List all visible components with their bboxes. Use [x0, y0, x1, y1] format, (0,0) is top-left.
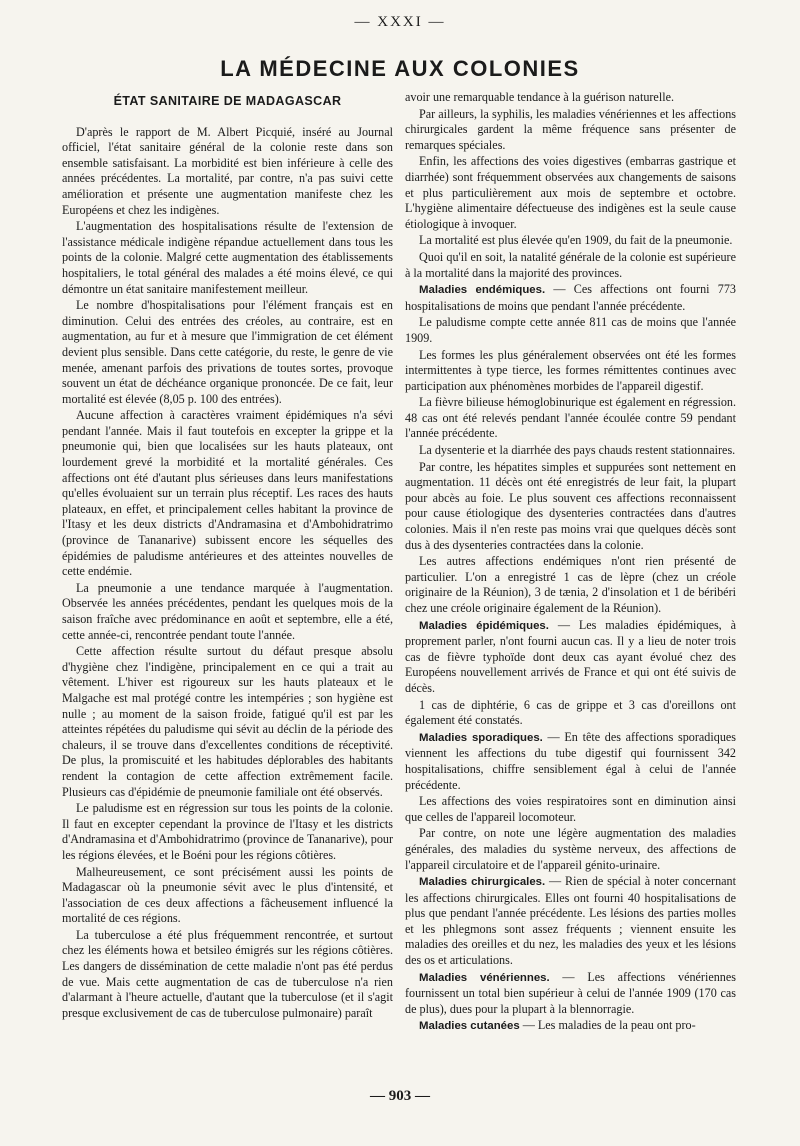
- paragraph: [405, 250, 736, 281]
- paragraph-text: Par contre, on note une légère augmentation des maladies générales, des maladies du système nerveux, des affections de l'appareil circulatoire et de l'appareil génito-urinaire.: [405, 826, 736, 872]
- paragraph-text: La tuberculose a été plus fréquemment rencontrée, et surtout chez les éléments howa et betsileo émigrés sur les régions côtières. Les dangers de dissémination de cette maladie n'ont pas été perdus de vue. Mais cette augmentation de cas de tuberculose n'a rien d'alarmant à l'heure actuelle, d'autant que la tuberculose (et il s'agit presque exclusivement de cas de tuberculose pulmonaire) paraît: [62, 927, 393, 1020]
- subheading: Maladies cutanées: [419, 1020, 520, 1033]
- paragraph: [62, 581, 393, 643]
- subheading: Maladies vénériennes.: [419, 971, 550, 984]
- paragraph: [62, 801, 393, 863]
- paragraph-text: Les affections des voies respiratoires sont en diminution ainsi que celles de l'appareil locomoteur.: [405, 794, 736, 824]
- paragraph-text: — Ces affections ont fourni 773 hospitalisations de moins que pendant l'année précédente.: [405, 282, 736, 313]
- paragraph-text: — En tête des affections sporadiques viennent les affections du tube digestif qui fournissent 342 hospitalisations, chiffre sensiblement égal à celui de l'année précédente.: [405, 729, 737, 792]
- section-title: ÉTAT SANITAIRE DE MADAGASCAR: [113, 94, 342, 108]
- paragraph-text: L'augmentation des hospitalisations résulte de l'extension de l'assistance médicale indigène répandue actuellement dans tous les points de la colonie. Malgré cette augmentation des établissements hospitaliers, le total général des malades a été moins élevé, ce qui démontre un état sanitaire manifestement meilleur.: [62, 219, 393, 296]
- left-paragraphs: [62, 125, 393, 1022]
- paragraph-text: Le paludisme est en régression sur tous les points de la colonie. Il faut en excepter cependant la province de l'Itasy et les districts d'Andramasina et d'Ambohidratrimo (province de Tananarive), pour les régions élevées, et le Boéni pour les régions côtières.: [62, 801, 393, 862]
- subheading: Maladies chirurgicales.: [419, 876, 546, 889]
- paragraph-text: 1 cas de diphtérie, 6 cas de grippe et 3 cas d'oreillons ont également été constatés.: [405, 697, 736, 728]
- paragraph: [405, 794, 736, 825]
- page-title: LA MÉDECINE AUX COLONIES: [220, 56, 580, 81]
- paragraph: [62, 125, 393, 219]
- paragraph: [405, 874, 736, 969]
- paragraph: [405, 443, 736, 459]
- paragraph: [405, 154, 736, 232]
- subheading: Maladies endémiques.: [419, 284, 546, 297]
- paragraph: [405, 315, 736, 346]
- paragraph-text: La pneumonie a une tendance marquée à l'augmentation. Observée les années précédentes, pendant les quelques mois de la saison fraîche avec prédominance en août et septembre, elle a été, cette année-ci, rencontrée pendant toute l'année.: [62, 580, 393, 642]
- paragraph: [62, 298, 393, 407]
- running-header: — XXXI —: [354, 14, 446, 30]
- right-paragraphs: [405, 90, 736, 1035]
- paragraph-text: Aucune affection à caractères vraiment épidémiques n'a sévi pendant l'année. Mais il faut toutefois en excepter la grippe et la pneumonie qui, bien que localisées sur les hauts plateaux, ont lourdement grevé la morbidité et la mortalité générales. Ces affections ont été d'autant plus sérieuses dans leurs manifestations qu'elles évoluaient sur un terrain plus réceptif. Les races des hauts plateaux, en effet, et principalement celles habitant la province de l'Itasy et les deux districts d'Andramasina et d'Ambohidratrimo (province de Tananarive) subissent encore les séquelles des épidémies de paludisme antérieures et des atteintes nouvelles de cette endémie.: [62, 408, 393, 579]
- paragraph: [62, 408, 393, 580]
- paragraph-text: — Les maladies épidémiques, à proprement parler, n'ont fourni aucun cas. Il y a lieu de noter trois cas de fièvre typhoïde dont deux cas ayant évolué chez des Européens nouvellement arrivés de France et qui ont été suivis de décès.: [405, 617, 737, 695]
- paragraph: [405, 90, 736, 106]
- paragraph-text: Les autres affections endémiques n'ont rien présenté de particulier. L'on a enregistré 1 cas de lèpre (chez un créole originaire de la Réunion), 3 de tænia, 2 d'insolation et 1 de béribéri chez une créole originaire également de la Réunion).: [405, 554, 736, 615]
- paragraph-text: — Rien de spécial à noter concernant les affections chirurgicales. Elles ont fourni 40 hospitalisations de plus que pendant l'année précédente. Les lésions des parties molles et les phlegmons sont assez fréquents ; viennent ensuite les maladies des oreilles et du nez, les maladies des yeux et les lésions des os et articulations.: [405, 874, 736, 968]
- paragraph-text: D'après le rapport de M. Albert Picquié, inséré au Journal officiel, l'état sanitaire général de la colonie reste dans son ensemble satisfaisant. La morbidité est bien inférieure à celle des années précédentes. La mortalité, par contre, n'a pas suivi cette amélioration et présente une augmentation manifeste chez les Européens et chez les indigènes.: [62, 124, 393, 217]
- paragraph-text: Les formes les plus généralement observées ont été les formes intermittentes à type tierce, les formes rémittentes continues avec participation aux phénomènes morbides de l'appareil digestif.: [405, 347, 736, 393]
- paragraph-text: avoir une remarquable tendance à la guérison naturelle.: [405, 90, 674, 104]
- paragraph-text: Quoi qu'il en soit, la natalité générale de la colonie est supérieure à la mortalité dans la majorité des provinces.: [405, 249, 736, 280]
- subheading: Maladies sporadiques.: [419, 731, 543, 744]
- paragraph: [62, 928, 393, 1022]
- paragraph: [62, 644, 393, 800]
- paragraph: [405, 460, 736, 554]
- paragraph: [405, 395, 736, 442]
- subheading: Maladies épidémiques.: [419, 619, 549, 632]
- paragraph: [405, 282, 736, 314]
- paragraph-text: Le nombre d'hospitalisations pour l'élément français est en diminution. Celui des entrées des créoles, au contraire, est en augmentation, au fur et à mesure que l'immigration de cet élément devient plus sensible. Dans cette catégorie, du reste, le genre de vie menée, amenant parfois des privations de toutes sortes, provoque souvent un état de déchéance organique prononcée. De ce fait, leur mortalité est élevée (8,05 p. 100 des entrées).: [62, 298, 393, 406]
- paragraph: [405, 698, 736, 729]
- paragraph: [62, 865, 393, 927]
- paragraph: [405, 233, 736, 249]
- paragraph-text: La mortalité est plus élevée qu'en 1909, du fait de la pneumonie.: [419, 233, 733, 248]
- paragraph: [405, 554, 736, 616]
- page-number: — 903 —: [370, 1088, 430, 1104]
- paragraph-text: — Les maladies de la peau ont pro-: [519, 1018, 696, 1033]
- paragraph: [62, 219, 393, 297]
- paragraph-text: La fièvre bilieuse hémoglobinurique est également en régression. 48 cas ont été relevés pendant l'année écoulée contre 59 pendant l'année précédente.: [405, 395, 736, 441]
- paragraph-text: Le paludisme compte cette année 811 cas de moins que l'année 1909.: [405, 315, 736, 345]
- paragraph: [405, 1018, 736, 1035]
- paragraph-text: Par contre, les hépatites simples et suppurées sont nettement en augmentation. 11 décès ont été enregistrés de leur fait, la plupart pour abcès au foie. Le plus souvent ces affections reconnaissent pour cause étiologique des dysenteries contractées dans d'autres colonies. Mais il n'en reste pas moins vrai que quelques décès sont dus à des dysenteries contractées dans la colonie.: [405, 459, 736, 552]
- right-column: [405, 90, 736, 1036]
- paragraph: [405, 107, 736, 154]
- paragraph: [405, 618, 736, 697]
- paragraph: [405, 826, 736, 873]
- paragraph-text: Par ailleurs, la syphilis, les maladies vénériennes et les affections chirurgicales gardent la même fréquence sans présenter de remarques spéciales.: [405, 106, 736, 152]
- paragraph: [405, 730, 736, 793]
- paragraph-text: Cette affection résulte surtout du défaut presque absolu d'hygiène chez l'indigène, principalement en ce qui a trait au vêtement. L'hiver est rigoureux sur les hauts plateaux et le Malgache est mal protégé contre les intempéries ; son hygiène est nulle ; au moment de la saison froide, fatigué qu'il est par les atteintes répétées du paludisme qui sévit au déclin de la période des chaleurs, il se trouve dans d'excellentes conditions de réceptivité. De plus, la promiscuité et les habitudes déplorables des habitants rendent la contagion de cette affection extrêmement facile. Plusieurs cas d'épidémie de pneumonie familiale ont été observés.: [62, 644, 393, 799]
- paragraph-text: Enfin, les affections des voies digestives (embarras gastrique et diarrhée) sont fréquemment observées aux changements de saisons et plus particulièrement aux mois de septembre et octobre. L'hygiène alimentaire défectueuse des indigènes est la seule cause étiologique à invoquer.: [405, 154, 736, 231]
- paragraph-text: La dysenterie et la diarrhée des pays chauds restent stationnaires.: [419, 443, 736, 458]
- paragraph: [405, 970, 736, 1018]
- left-column: [62, 94, 393, 1022]
- paragraph: [405, 348, 736, 395]
- paragraph-text: — Les affections vénériennes fournissent un total bien supérieur à celui de l'année 1909 (170 cas de plus), dues pour la plupart à la blennorragie.: [405, 969, 736, 1016]
- paragraph-text: Malheureusement, ce sont précisément aussi les points de Madagascar où la pneumonie sévit avec le plus d'intensité, et l'association de ces deux affections a fâcheusement influencé la mortalité de ces régions.: [62, 864, 393, 926]
